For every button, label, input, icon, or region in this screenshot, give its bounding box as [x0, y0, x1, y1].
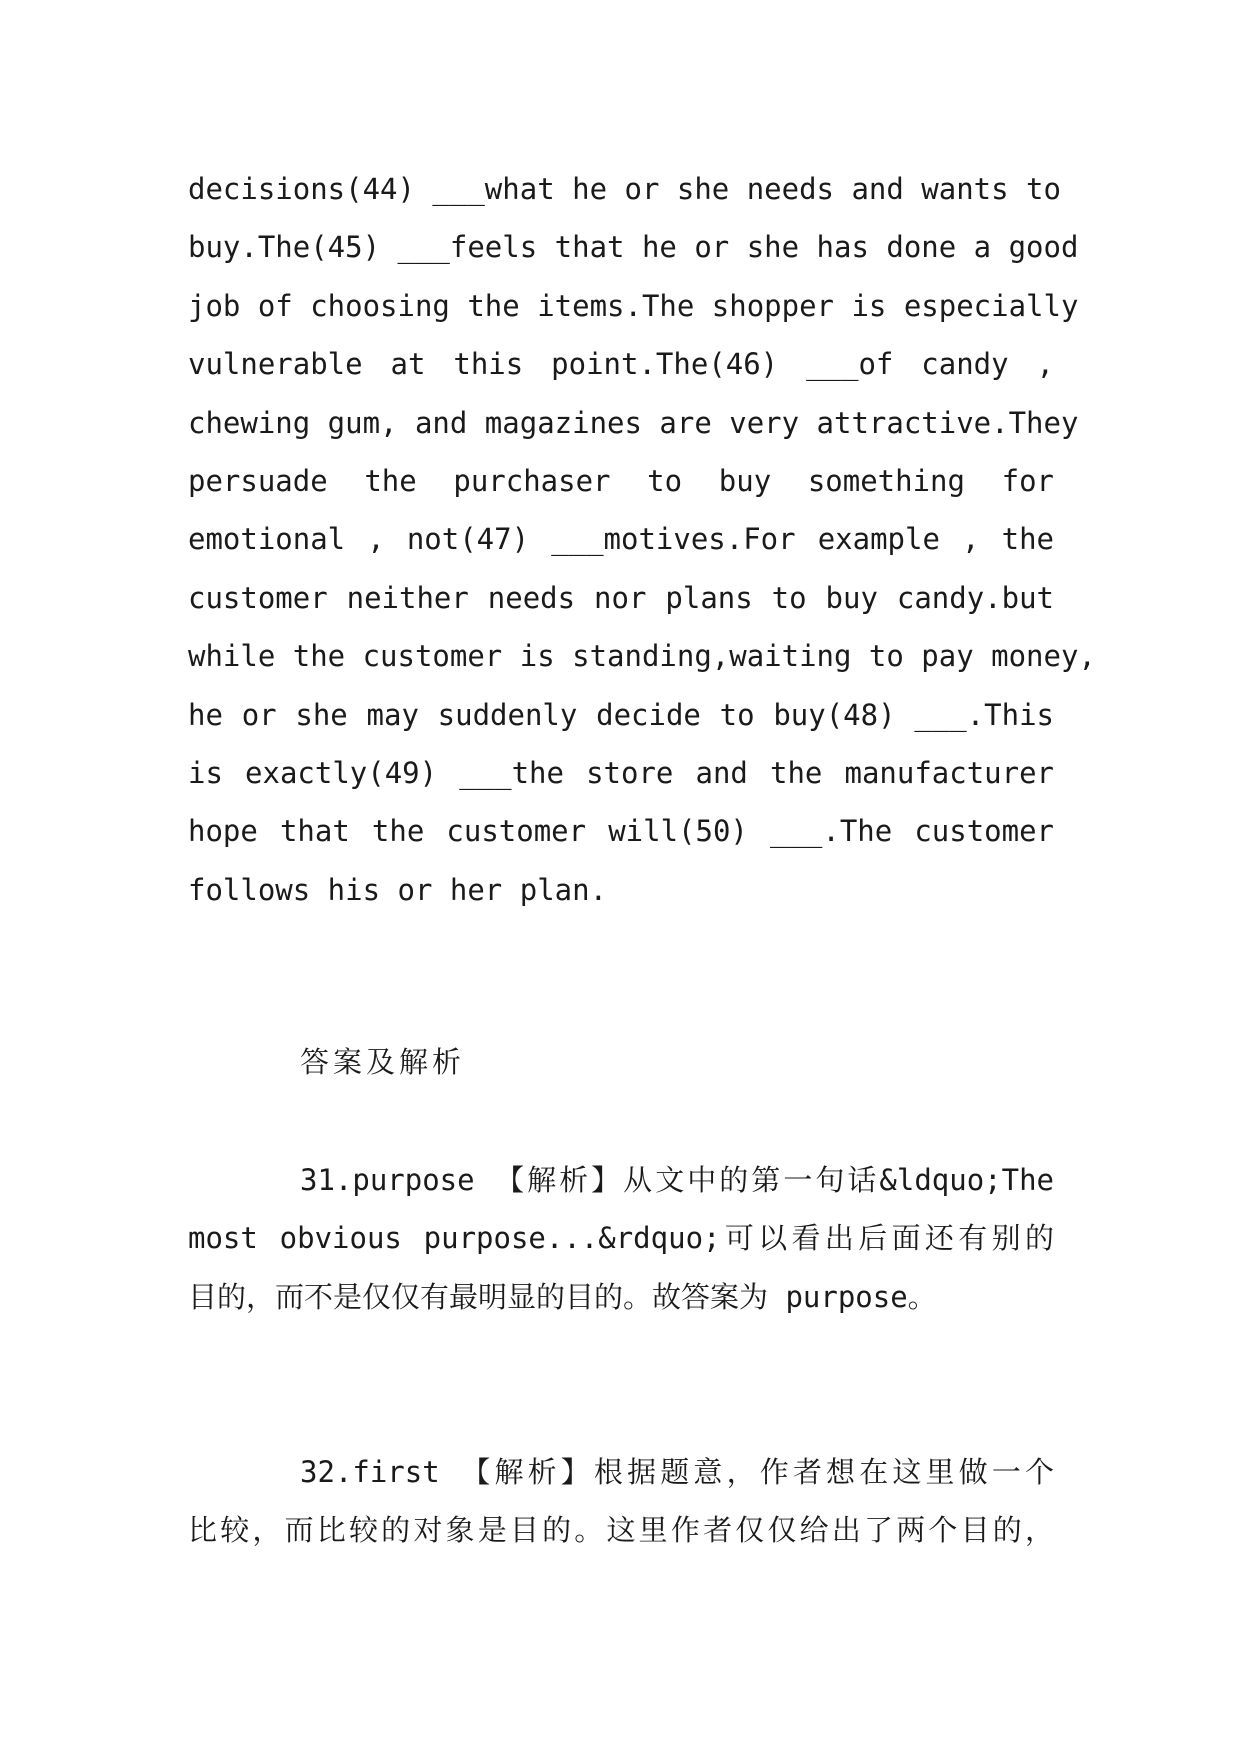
- passage-line: persuade the purchaser to buy something for: [188, 463, 1054, 498]
- passage-line: follows his or her plan.: [188, 872, 608, 907]
- answer-line: 32.first 【解析】根据题意，作者想在这里做一个: [300, 1455, 1054, 1489]
- passage-line: he or she may suddenly decide to buy(48) ___.This: [188, 697, 1054, 732]
- answers-heading: 答案及解析: [300, 1045, 466, 1079]
- passage-line: buy.The(45) ___feels that he or she has done a good: [188, 230, 1079, 265]
- passage-text: [188, 160, 1096, 919]
- passage-line: vulnerable at this point.The(46) ___of candy ,: [188, 347, 1054, 382]
- passage-line: emotional , not(47) ___motives.For example , the: [188, 522, 1054, 557]
- answer-line: 比较，而比较的对象是目的。这里作者仅仅给出了两个目的，: [188, 1513, 1054, 1548]
- answer-item-32: [188, 1443, 1054, 1560]
- answer-line: 31.purpose 【解析】从文中的第一句话&ldquo;The: [300, 1163, 1054, 1197]
- passage-line: is exactly(49) ___the store and the manufacturer: [188, 755, 1054, 790]
- passage-line: chewing gum, and magazines are very attractive.They: [188, 405, 1079, 440]
- answer-item-31: [188, 1151, 1054, 1326]
- answer-line: 目的，而不是仅仅有最明显的目的。故答案为 purpose。: [188, 1279, 937, 1314]
- passage-line: job of choosing the items.The shopper is especially: [188, 288, 1079, 323]
- answer-line: most obvious purpose...&rdquo;可以看出后面还有别的: [188, 1221, 1054, 1256]
- passage-line: decisions(44) ___what he or she needs and wants to: [188, 172, 1061, 206]
- passage-line: hope that the customer will(50) ___.The customer: [188, 814, 1054, 849]
- passage-line: customer neither needs nor plans to buy candy.but: [188, 580, 1054, 615]
- passage-line: while the customer is standing,waiting to pay money,: [188, 639, 1096, 674]
